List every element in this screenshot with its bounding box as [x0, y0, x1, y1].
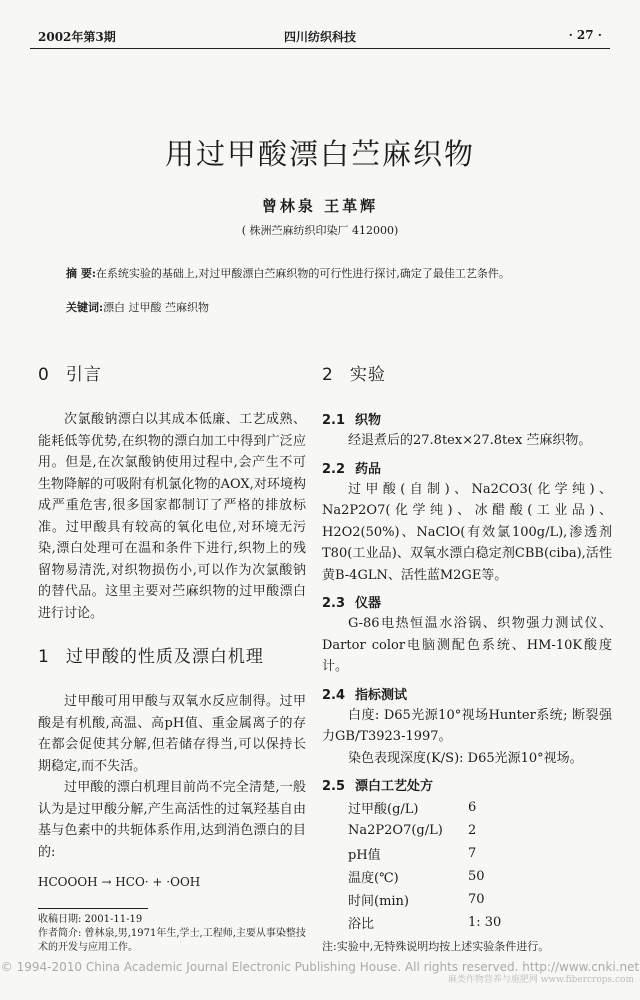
copyright-footer: © 1994-2010 China Academic Journal Electronic Publishing House. All rights reserved. http://www.cnki.net	[0, 960, 640, 974]
subsection-2-4-heading	[322, 684, 612, 703]
section-1-heading	[38, 642, 306, 667]
section-2-heading	[322, 360, 612, 385]
table-row	[348, 911, 528, 934]
recipe-note: 注:实验中,无特殊说明均按上述实验条件进行。	[322, 940, 550, 953]
subsection-title: 指标测试	[355, 687, 408, 703]
running-header-issue: 2002年第3期	[38, 30, 116, 44]
recipe-value: 1: 30	[468, 915, 502, 930]
recipe-value: 7	[468, 846, 477, 861]
subsection-2-3-heading	[322, 592, 612, 611]
section-1-paragraph-2: 过甲酸的漂白机理目前尚不完全清楚,一般认为是过甲酸分解,产生高活性的过氧羟基自由基与色素中的共轭体系作用,达到消色漂白的目的:	[38, 780, 306, 860]
subsection-2-3-text: G-86电热恒温水浴锅、织物强力测试仪、Dartor color电脑测配色系统、HM-10K酸度计。	[322, 616, 612, 674]
paper-authors: 曾林泉 王革辉	[261, 197, 379, 215]
bleaching-recipe-table	[348, 796, 528, 934]
subsection-2-2-text: 过甲酸(自制)、Na2CO3(化学纯)、Na2P2O7(化学纯)、冰醋酸(工业品)、H2O2(50%)、NaClO(有效氯100g/L),渗透剂T80(工业品)、双氧水漂白稳定剂CBB(ciba),活性黄B-4GLN、活性蓝M2GE等。	[322, 481, 612, 583]
table-row	[348, 865, 528, 888]
footnote-rule	[38, 908, 148, 909]
recipe-value: 6	[468, 800, 477, 815]
subsection-number: 2.2	[322, 461, 346, 477]
right-column	[322, 360, 612, 954]
left-column	[38, 360, 306, 889]
recipe-label: pH值	[348, 848, 381, 863]
abstract-text: 在系统实验的基础上,对过甲酸漂白苎麻织物的可行性进行探讨,确定了最佳工艺条件。	[95, 267, 510, 280]
subsection-2-2-heading	[322, 458, 612, 477]
recipe-label: 时间(min)	[348, 894, 410, 909]
keywords-text: 漂白 过甲酸 苎麻织物	[103, 301, 210, 314]
subsection-number: 2.1	[322, 413, 346, 428]
subsection-2-4-text-1: 白度: D65光源10°视场Hunter系统; 断裂强力GB/T3923-1997。	[322, 707, 612, 744]
section-0-heading	[38, 360, 306, 385]
subsection-title: 织物	[355, 413, 382, 428]
table-row	[348, 796, 528, 819]
section-title: 引言	[65, 365, 102, 385]
subsection-number: 2.5	[322, 779, 346, 794]
recipe-value: 50	[468, 869, 485, 884]
recipe-label: 温度(℃)	[348, 871, 399, 886]
section-0-paragraph: 次氯酸钠漂白以其成本低廉、工艺成熟、能耗低等优势,在织物的漂白加工中得到广泛应用。但是,在次氯酸钠使用过程中,会产生不可生物降解的可吸附有机氯化物的AOX,对环境构成严重危害,很多国家都制订了严格的排放标准。过甲酸具有较高的氧化电位,对环境无污染,漂白处理可在温和条件下进行,织物上的残留物易清洗,对织物损伤小,可以作为次氯酸钠的替代品。这里主要对苎麻织物的过甲酸漂白进行讨论。	[38, 412, 306, 621]
abstract-label: 摘 要:	[66, 267, 96, 280]
section-1-paragraph-1: 过甲酸可用甲酸与双氧水反应制得。过甲酸是有机酸,高温、高pH值、重金属离子的存在都会促使其分解,但若储存得当,可以保持长期稳定,而不失活。	[38, 694, 306, 774]
table-row	[348, 819, 528, 842]
subsection-2-1-heading	[322, 409, 612, 428]
recipe-label: 过甲酸(g/L)	[348, 802, 419, 817]
subsection-title: 漂白工艺处方	[355, 779, 434, 794]
subsection-number: 2.4	[322, 687, 346, 703]
running-header-journal: 四川纺织科技	[283, 30, 356, 44]
recipe-value: 2	[468, 823, 477, 838]
subsection-title: 药品	[355, 461, 382, 477]
section-number: 0	[38, 365, 50, 385]
table-row	[348, 842, 528, 865]
recipe-value: 70	[468, 892, 485, 907]
subsection-2-1-text: 经退煮后的27.8tex×27.8tex 苎麻织物。	[348, 433, 592, 448]
section-title: 过甲酸的性质及漂白机理	[65, 647, 264, 667]
section-number: 2	[322, 365, 334, 385]
section-number: 1	[38, 647, 50, 667]
subsection-2-5-heading	[322, 775, 612, 794]
keywords-label: 关键词:	[66, 301, 104, 314]
section-title: 实验	[349, 365, 386, 385]
subsection-title: 仪器	[355, 596, 382, 611]
site-watermark: 麻类作物营养与施肥网 www.fibercrops.com	[447, 975, 634, 985]
subsection-2-4-text-2: 染色表现深度(K/S): D65光源10°视场。	[348, 750, 583, 766]
keywords	[66, 299, 586, 315]
header-rule	[30, 48, 610, 49]
recipe-label: Na2P2O7(g/L)	[348, 823, 443, 838]
subsection-number: 2.3	[322, 596, 346, 611]
footnote-author-bio: 作者简介: 曾林泉,男,1971年生,学士,工程师,主要从事染整技术的开发与应用工作。	[38, 928, 306, 953]
reaction-formula: HCOOOH → HCO· + ·OOH	[38, 875, 201, 889]
abstract	[66, 265, 586, 281]
paper-affiliation: ( 株洲苎麻纺织印染厂 412000)	[241, 224, 399, 237]
paper-title: 用过甲酸漂白苎麻织物	[164, 137, 475, 171]
footnote-received-date: 收稿日期: 2001-11-19	[38, 914, 143, 925]
running-header-page-number: · 27 ·	[568, 28, 602, 42]
table-row	[348, 888, 528, 911]
recipe-label: 浴比	[348, 917, 375, 932]
